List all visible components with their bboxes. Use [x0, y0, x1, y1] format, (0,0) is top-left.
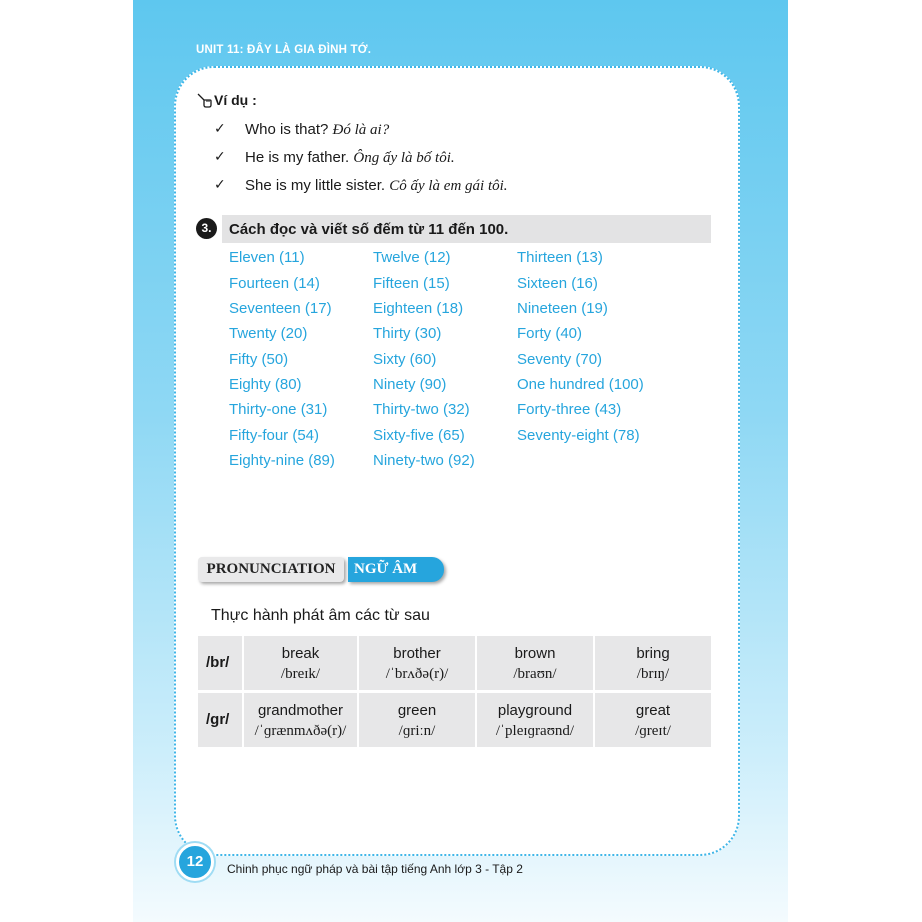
example-english: Who is that? [245, 121, 329, 138]
example-english: He is my father. [245, 149, 350, 166]
number-word: Fifteen (15) [373, 275, 450, 292]
pointing-hand-icon [196, 92, 212, 108]
number-word: Sixteen (16) [517, 275, 598, 292]
example-vietnamese: Ông ấy là bố tôi. [353, 150, 455, 166]
unit-title: UNIT 11: ĐÂY LÀ GIA ĐÌNH TỚ. [196, 44, 372, 56]
example-english: She is my little sister. [245, 177, 386, 194]
table-cell [359, 693, 475, 747]
number-word: Fifty (50) [229, 351, 289, 368]
ipa: /ɡreɪt/ [635, 723, 671, 739]
word: brown [514, 645, 556, 662]
word: grandmother [257, 702, 344, 719]
word: playground [497, 702, 573, 719]
number-word: Thirteen (13) [517, 249, 603, 266]
checkmark-icon: ✓ [214, 149, 226, 165]
example-vietnamese: Đó là ai? [332, 122, 390, 138]
book-title-footer: Chinh phục ngữ pháp và bài tập tiếng Anh lớp 3 - Tập 2 [227, 862, 523, 876]
number-word: Eighteen (18) [373, 300, 464, 317]
number-word: Forty-three (43) [517, 401, 622, 418]
number-word: One hundred (100) [517, 376, 644, 393]
ngu-am-badge: NGỮ ÂM [348, 557, 444, 582]
table-cell [477, 693, 593, 747]
example-label: Ví dụ : [214, 92, 257, 108]
section-title: Cách đọc và viết số đếm từ 11 đến 100. [229, 221, 509, 238]
number-word: Forty (40) [517, 325, 583, 342]
number-word: Sixty-five (65) [373, 427, 465, 444]
table-cell [244, 693, 357, 747]
example-vietnamese: Cô ấy là em gái tôi. [389, 178, 508, 194]
number-word: Twenty (20) [229, 325, 308, 342]
word: bring [636, 645, 670, 662]
pronunciation-table [198, 636, 711, 747]
page-number-badge: 12 [176, 843, 214, 881]
number-word: Fourteen (14) [229, 275, 320, 292]
ipa: /ˈbrʌðə(r)/ [385, 666, 449, 682]
checkmark-icon: ✓ [214, 177, 226, 193]
number-word: Thirty-one (31) [229, 401, 328, 418]
table-cell [359, 636, 475, 690]
ipa: /ˈɡrænmʌðə(r)/ [254, 723, 347, 739]
number-word: Twelve (12) [373, 249, 451, 266]
checkmark-icon: ✓ [214, 121, 226, 137]
number-word: Ninety-two (92) [373, 452, 475, 469]
practice-instruction: Thực hành phát âm các từ sau [211, 607, 430, 624]
word: break [281, 645, 320, 662]
ipa: /breɪk/ [280, 666, 321, 682]
number-word: Eighty-nine (89) [229, 452, 335, 469]
number-word: Eleven (11) [229, 249, 305, 266]
section-number-badge: 3. [196, 218, 217, 239]
number-word: Eighty (80) [229, 376, 302, 393]
ipa: /brɪŋ/ [636, 666, 670, 682]
table-row-label: /br/ [198, 636, 242, 690]
ipa: /ɡriːn/ [398, 723, 436, 739]
ipa: /ˈpleɪɡraʊnd/ [495, 723, 575, 739]
number-word: Seventy (70) [517, 351, 603, 368]
number-word: Fifty-four (54) [229, 427, 320, 444]
table-cell [477, 636, 593, 690]
number-word: Nineteen (19) [517, 300, 608, 317]
number-word: Sixty (60) [373, 351, 437, 368]
table-row-label: /gr/ [198, 693, 242, 747]
word: great [635, 702, 671, 719]
table-cell [595, 693, 711, 747]
word: green [397, 702, 437, 719]
table-cell [595, 636, 711, 690]
number-word: Ninety (90) [373, 376, 447, 393]
word: brother [393, 645, 441, 662]
number-word: Thirty-two (32) [373, 401, 470, 418]
ipa: /braʊn/ [513, 666, 557, 682]
number-word: Seventeen (17) [229, 300, 332, 317]
table-cell [244, 636, 357, 690]
number-word: Seventy-eight (78) [517, 427, 640, 444]
pronunciation-badge: PRONUNCIATION [198, 557, 344, 582]
number-word: Thirty (30) [373, 325, 442, 342]
